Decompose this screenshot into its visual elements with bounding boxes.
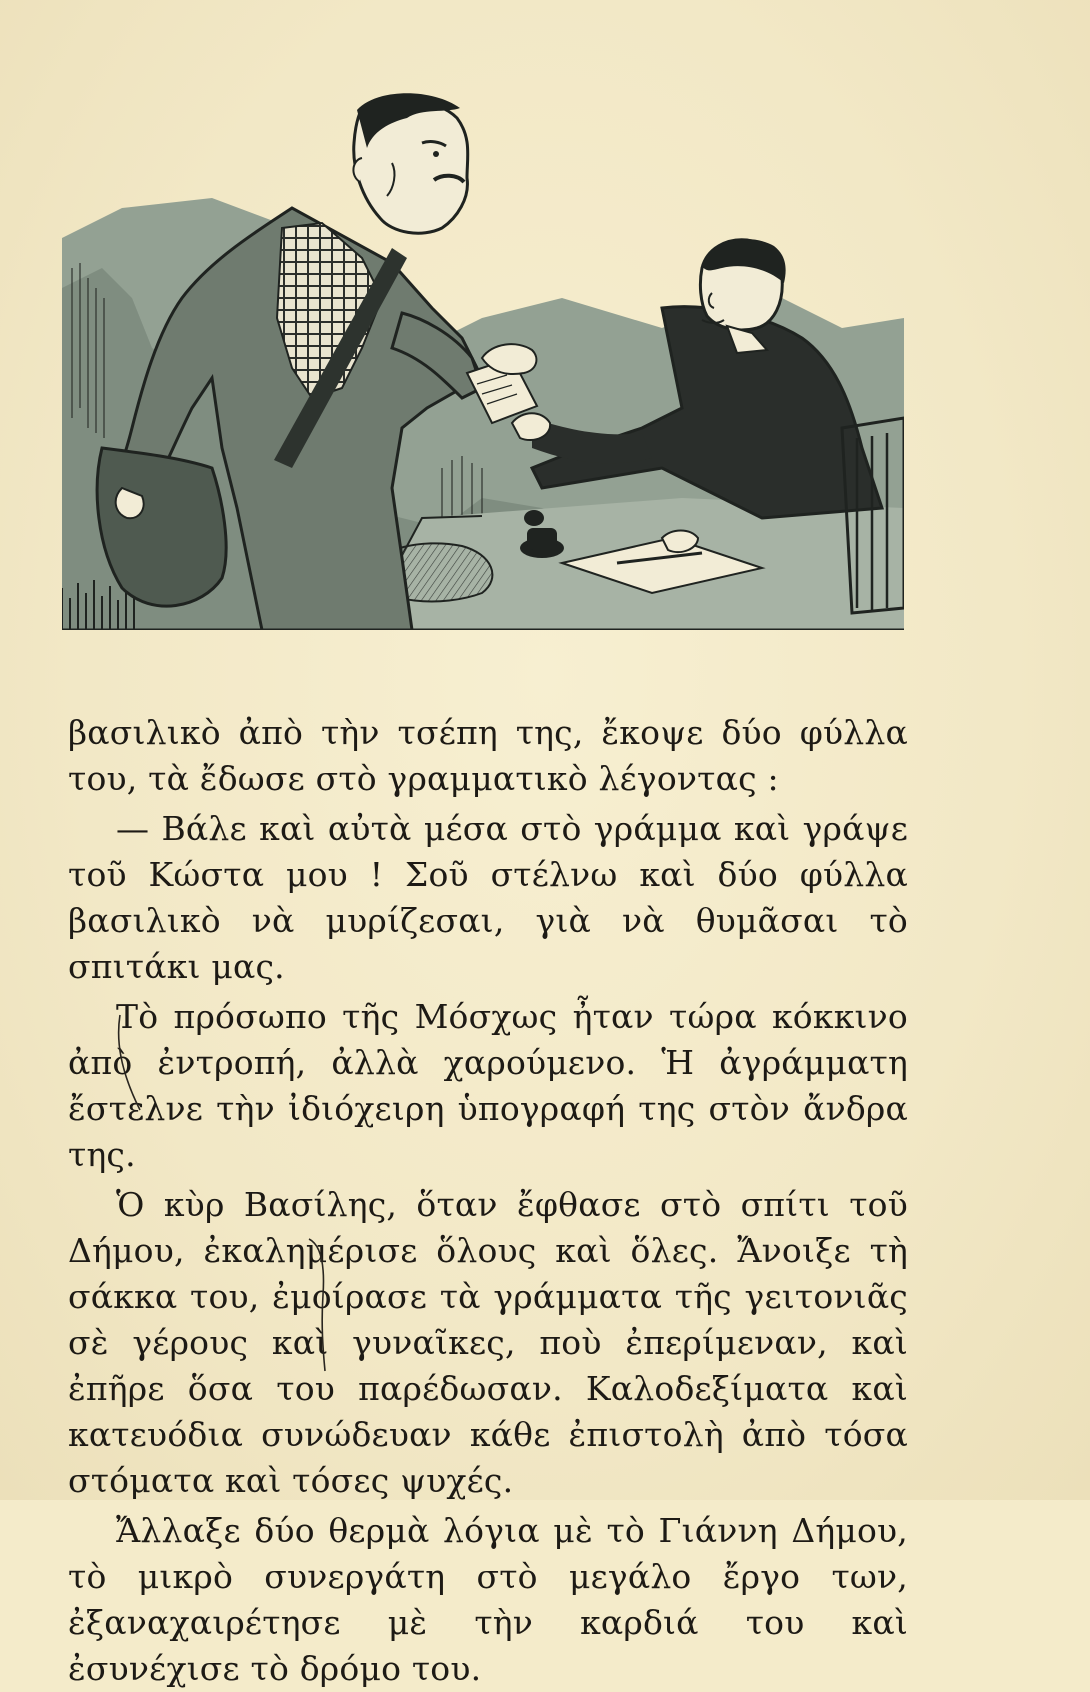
paragraph-1: βασιλικὸ ἀπὸ τὴν τσέπη της, ἔκοψε δύο φύλλα του, τὰ ἔδωσε στὸ γραμματικὸ λέγοντας : [68, 713, 908, 798]
pencil-bracket-mark-icon [305, 1235, 335, 1375]
paragraph-2: — Βάλε καὶ αὐτὰ μέσα στὸ γράμμα καὶ γράψε τοῦ Κώστα μου ! Σοῦ στέλνω καὶ δύο φύλλα βασιλικὸ νὰ μυρίζεσαι, γιὰ νὰ θυμᾶσαι τὸ σπιτάκι μας. [68, 809, 908, 986]
pencil-bracket-mark-icon [110, 1010, 150, 1120]
paragraph-5: Ἄλλαξε δύο θερμὰ λόγια μὲ τὸ Γιάννη Δήμου, τὸ μικρὸ συνεργάτη στὸ μεγάλο ἔργο των, ἐξαναχαιρέτησε μὲ τὴν καρδιά του καὶ ἐσυνέχισε τὸ δρόμο του. [68, 1511, 908, 1688]
body-text [68, 710, 908, 1692]
paragraph-4: Ὁ κὺρ Βασίλης, ὅταν ἔφθασε στὸ σπίτι τοῦ Δήμου, ἐκαλημέρισε ὅλους καὶ ὅλες. Ἄνοιξε τὴ σάκκα του, ἐμοίρασε τὰ γράμματα τῆς γειτονιᾶς σὲ γέρους καὶ γυναῖκες, ποὺ ἐπερίμεναν, καὶ ἐπῆρε ὅσα του παρέδωσαν. Καλοδεξίματα καὶ κατευόδια συνώδευαν κάθε ἐπιστολὴ ἀπὸ τόσα στόματα καὶ τόσες ψυχές. [68, 1185, 908, 1500]
paragraph-3: Τὸ πρόσωπο τῆς Μόσχως ἦταν τώρα κόκκινο ἀπὸ ἐντροπή, ἀλλὰ χαρούμενο. Ἡ ἀγράμματη ἔστελνε τὴν ἰδιόχειρη ὑπογραφή της στὸν ἄνδρα της. [68, 997, 908, 1174]
postman-and-scribe-illustration-icon [62, 88, 904, 630]
